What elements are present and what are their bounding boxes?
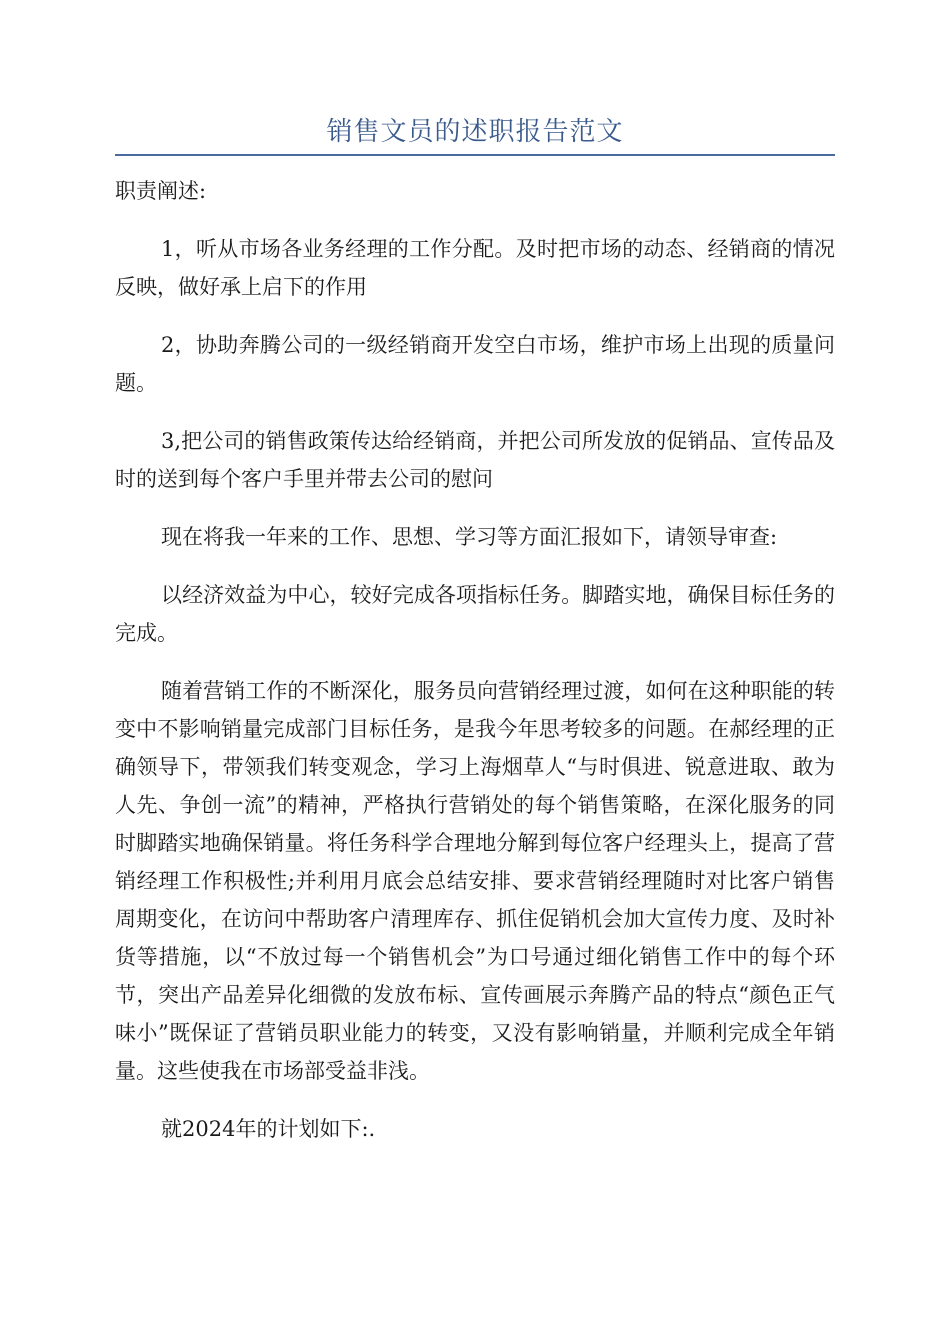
paragraph-goal: 以经济效益为中心，较好完成各项指标任务。脚踏实地，确保目标任务的完成。 xyxy=(115,583,835,645)
paragraph-duty-1: 1，听从市场各业务经理的工作分配。及时把市场的动态、经销商的情况反映，做好承上启下的作用 xyxy=(115,237,835,299)
document-title: 销售文员的述职报告范文 xyxy=(326,117,624,147)
paragraph-duty-3: 3,把公司的销售政策传达给经销商，并把公司所发放的促销品、宣传品及时的送到每个客户手里并带去公司的慰问 xyxy=(115,429,835,491)
paragraph-intro: 现在将我一年来的工作、思想、学习等方面汇报如下，请领导审查: xyxy=(161,525,778,549)
section-heading: 职责阐述: xyxy=(115,179,207,203)
paragraph-work-summary: 随着营销工作的不断深化，服务员向营销经理过渡，如何在这种职能的转变中不影响销量完成部门目标任务，是我今年思考较多的问题。在郝经理的正确领导下，带领我们转变观念，学习上海烟草人“与时俱进、锐意进取、敢为人先、争创一流”的精神，严格执行营销处的每个销售策略，在深化服务的同时脚踏实地确保销量。将任务科学合理地分解到每位客户经理头上，提高了营销经理工作积极性;并利用月底会总结安排、要求营销经理随时对比客户销售周期变化，在访问中帮助客户清理库存、抓住促销机会加大宣传力度、及时补货等措施，以“不放过每一个销售机会”为口号通过细化销售工作中的每个环节，突出产品差异化细微的发放布标、宣传画展示奔腾产品的特点“颜色正气味小”既保证了营销员职业能力的转变，又没有影响销量，并顺利完成全年销量。这些使我在市场部受益非浅。 xyxy=(115,679,835,1083)
paragraph-duty-2: 2，协助奔腾公司的一级经销商开发空白市场，维护市场上出现的质量问题。 xyxy=(115,333,835,395)
title-underline xyxy=(115,154,835,156)
paragraph-plan: 就2024年的计划如下:. xyxy=(161,1117,376,1141)
document-body xyxy=(115,172,835,1148)
